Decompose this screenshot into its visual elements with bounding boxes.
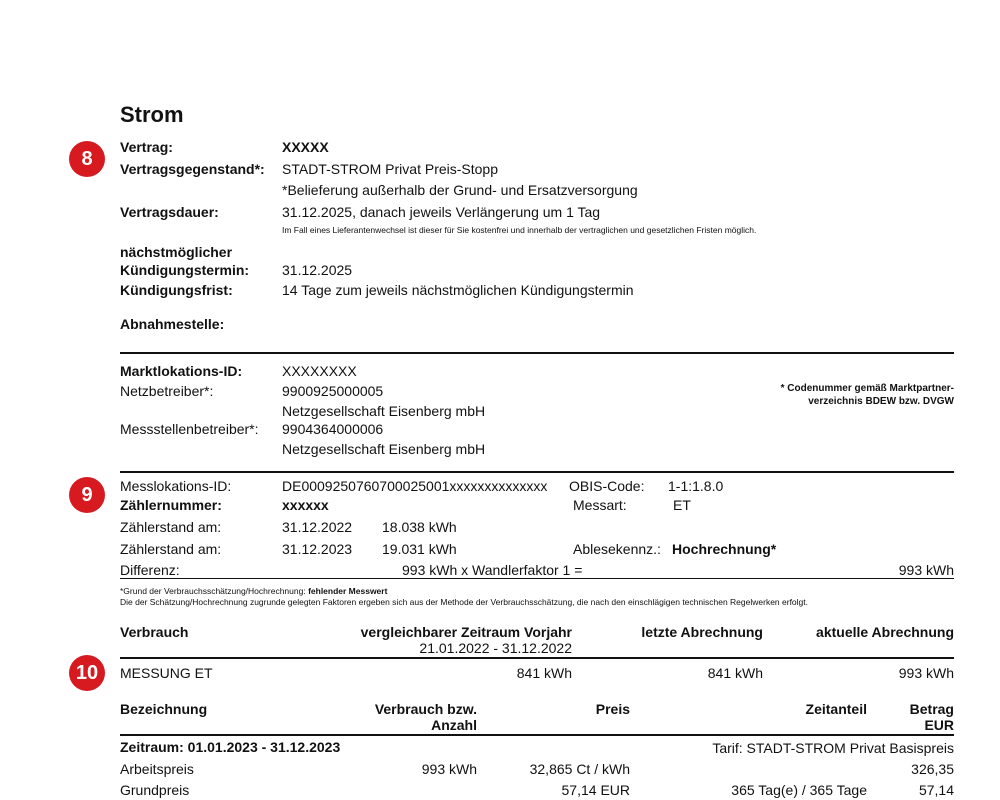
billing-tarif: Tarif: STADT-STROM Privat Basispreis [712,740,954,756]
zaehlernummer-value: xxxxxx [282,497,329,513]
estimation-note-line-2: Die der Schätzung/Hochrechnung zugrunde gelegten Faktoren ergeben sich aus der Methode der Verbrauchsschätzung, die nach den einschlägigen technischen Regelwerken erfolgt. [120,597,808,607]
netzbetreiber-name: Netzgesellschaft Eisenberg mbH [282,403,486,419]
consumption-header-letzte: letzte Abrechnung [641,624,763,640]
section-badge-10: 10 [69,655,105,691]
kuendigungsfrist-label: Kündigungsfrist: [120,282,233,298]
netzbetreiber-label: Netzbetreiber*: [120,383,214,399]
differenz-label: Differenz: [120,562,180,578]
billing-row-preis: 32,865 Ct / kWh [529,761,630,777]
section-badge-8: 8 [69,141,105,177]
ablesekennzeichen-label: Ablesekennz.: [573,541,661,557]
messart-value: ET [673,497,691,513]
vertragsgegenstand-note: *Belieferung außerhalb der Grund- und Ersatzversorgung [282,182,638,198]
vertrag-value: XXXXX [282,139,329,155]
page-title: Strom [120,102,184,127]
billing-row-name: Grundpreis [120,782,190,798]
divider [120,734,954,736]
abnahmestelle-label: Abnahmestelle: [120,316,225,332]
marktlokation-label: Marktlokations-ID: [120,363,243,379]
consumption-header-aktuelle: aktuelle Abrechnung [816,624,954,640]
vertragsdauer-note: Im Fall eines Lieferantenwechsel ist dieser für Sie kostenfrei und innerhalb der vertraglichen und gesetzlichen Fristen möglich. [282,225,757,235]
estimation-note-reason: fehlender Messwert [308,586,388,596]
vertrag-label: Vertrag: [120,139,173,155]
vertragsdauer-value: 31.12.2025, danach jeweils Verlängerung um 1 Tag [282,204,601,220]
zaehlernummer-label: Zählernummer: [120,497,222,513]
vertragsgegenstand-value: STADT-STROM Privat Preis-Stopp [282,161,499,177]
consumption-row-aktuelle: 993 kWh [898,665,954,681]
billing-period: Zeitraum: 01.01.2023 - 31.12.2023 [120,739,341,755]
billing-row-preis: 57,14 EUR [561,782,630,798]
zaehlerstand-2-date: 31.12.2023 [282,541,353,557]
zaehlerstand-1-label: Zählerstand am: [120,519,222,535]
code-footnote-line-2: verzeichnis BDEW bzw. DVGW [808,396,954,407]
messart-label: Messart: [573,497,627,513]
billing-row-betrag: 326,35 [911,761,954,777]
kuendigungstermin-label-1: nächstmöglicher [120,244,233,260]
billing-row-zeitanteil: 365 Tag(e) / 365 Tage [731,782,867,798]
billing-header-zeitanteil: Zeitanteil [805,701,867,717]
netzbetreiber-code: 9900925000005 [282,383,384,399]
ablesekennzeichen-value: Hochrechnung* [672,541,777,557]
zaehlerstand-1-date: 31.12.2022 [282,519,353,535]
billing-row-menge: 993 kWh [421,761,477,777]
differenz-result: 993 kWh [898,562,954,578]
estimation-note [120,586,387,596]
kuendigungstermin-label-2: Kündigungstermin: [120,262,250,278]
messstellenbetreiber-label: Messstellenbetreiber*: [120,421,259,437]
differenz-formula: 993 kWh x Wandlerfaktor 1 = [402,562,583,578]
kuendigungsfrist-value: 14 Tage zum jeweils nächstmöglichen Kündigungstermin [282,282,634,298]
messlokation-value: DE0009250760700025001xxxxxxxxxxxxxx [282,478,548,494]
divider [120,352,954,354]
vertragsdauer-label: Vertragsdauer: [120,204,219,220]
obis-label: OBIS-Code: [569,478,645,494]
code-footnote-line-1: * Codenummer gemäß Marktpartner- [780,383,954,394]
billing-row-name: Arbeitspreis [120,761,194,777]
billing-header-verbrauch-1: Verbrauch bzw. [374,701,477,717]
messstellenbetreiber-name: Netzgesellschaft Eisenberg mbH [282,441,486,457]
consumption-header-vorjahr: vergleichbarer Zeitraum Vorjahr [360,624,572,640]
billing-header-bezeichnung: Bezeichnung [120,701,208,717]
messstellenbetreiber-code: 9904364000006 [282,421,384,437]
kuendigungstermin-value: 31.12.2025 [282,262,353,278]
messlokation-label: Messlokations-ID: [120,478,232,494]
billing-header-verbrauch-2: Anzahl [431,717,477,733]
consumption-row-letzte: 841 kWh [707,665,763,681]
divider [120,657,954,659]
billing-row-betrag: 57,14 [918,782,954,798]
consumption-row-vorjahr: 841 kWh [516,665,572,681]
divider [120,471,954,473]
zaehlerstand-2-label: Zählerstand am: [120,541,222,557]
billing-header-preis: Preis [595,701,630,717]
billing-header-betrag-1: Betrag [909,701,954,717]
zaehlerstand-1-value: 18.038 kWh [382,519,457,535]
billing-header-betrag-2: EUR [924,717,954,733]
marktlokation-value: XXXXXXXX [282,363,357,379]
obis-value: 1-1:1.8.0 [668,478,724,494]
divider [120,578,954,579]
consumption-row-label: MESSUNG ET [120,665,213,681]
vertragsgegenstand-label: Vertragsgegenstand*: [120,161,265,177]
zaehlerstand-2-value: 19.031 kWh [382,541,457,557]
consumption-header-period: 21.01.2022 - 31.12.2022 [419,640,572,656]
estimation-note-prefix: *Grund der Verbrauchsschätzung/Hochrechnung: [120,586,309,596]
section-badge-9: 9 [69,477,105,513]
consumption-header-verbrauch: Verbrauch [120,624,189,640]
